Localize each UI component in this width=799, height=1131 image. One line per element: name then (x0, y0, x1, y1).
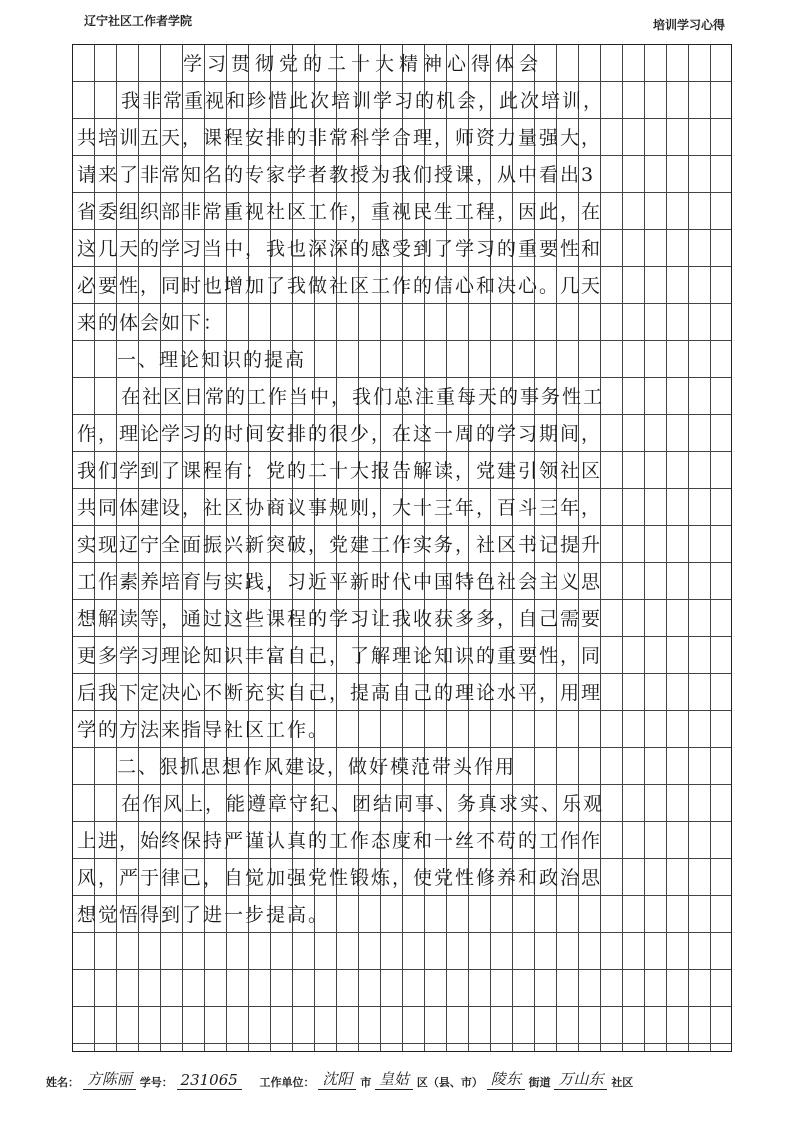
text-line: 后我下定决心不断充实自己，提高自己的理论水平，用理 (77, 682, 603, 704)
section-heading: 一、理论知识的提高 (117, 349, 307, 371)
document-type-header: 培训学习心得 (652, 18, 725, 32)
text-line: 上进，始终保持严谨认真的工作态度和一丝不苟的工作作 (77, 830, 603, 852)
institution-header: 辽宁社区工作者学院 (84, 14, 193, 28)
text-line: 我们学到了课程有：党的二十大报告解读，党建引领社区 (77, 460, 603, 482)
street-suffix: 街道 (528, 1076, 551, 1089)
manuscript-lines (73, 45, 731, 1051)
text-line: 想解读等，通过这些课程的学习让我收获多多，自己需要 (77, 608, 603, 630)
essay-title: 学习贯彻党的二十大精神心得体会 (183, 53, 544, 75)
district-suffix: 区（县、市） (416, 1076, 483, 1089)
text-line: 省委组织部非常重视社区工作，重视民生工程，因此，在 (77, 201, 603, 223)
text-line: 在社区日常的工作当中，我们总注重每天的事务性工 (121, 386, 605, 408)
text-line: 作，理论学习的时间安排的很少，在这一周的学习期间， (77, 423, 603, 445)
text-line: 必要性，同时也增加了我做社区工作的信心和决心。几天 (77, 275, 603, 297)
name-value: 方陈丽 (83, 1068, 136, 1090)
manuscript-grid-sheet (72, 44, 732, 1052)
text-line: 更多学习理论知识丰富自己，了解理论知识的重要性，同 (77, 645, 603, 667)
student-id-label: 学号： (139, 1076, 173, 1089)
text-line: 共同体建设，社区协商议事规则，大十三年，百斗三年， (77, 497, 603, 519)
text-line: 风，严于律己，自觉加强党性锻炼，使党性修养和政治思 (77, 867, 603, 889)
district-value: 皇姑 (375, 1068, 413, 1090)
text-line: 请来了非常知名的专家学者教授为我们授课，从中看出3 (77, 164, 596, 186)
student-id-value: 231065 (177, 1071, 242, 1090)
text-line: 工作素养培育与实践，习近平新时代中国特色社会主义思 (77, 571, 603, 593)
name-label: 姓名： (46, 1076, 79, 1089)
city-value: 沈阳 (318, 1068, 356, 1090)
work-unit-label: 工作单位： (259, 1076, 315, 1089)
text-line: 想觉悟得到了进一步提高。 (77, 904, 330, 926)
street-value: 陵东 (487, 1068, 525, 1090)
footer-signature-row (46, 1068, 746, 1090)
section-heading: 二、狠抓思想作风建设，做好模范带头作用 (117, 756, 517, 778)
text-line: 这几天的学习当中，我也深深的感受到了学习的重要性和 (77, 238, 603, 260)
text-line: 实现辽宁全面振兴新突破，党建工作实务，社区书记提升 (77, 534, 603, 556)
community-suffix: 社区 (611, 1076, 634, 1089)
text-line: 来的体会如下： (77, 312, 225, 334)
text-line: 共培训五天，课程安排的非常科学合理，师资力量强大， (77, 127, 603, 149)
community-value: 万山东 (554, 1068, 607, 1090)
text-line: 我非常重视和珍惜此次培训学习的机会，此次培训， (121, 90, 605, 112)
text-line: 在作风上，能遵章守纪、团结同事、务真求实、乐观 (121, 793, 605, 815)
text-line: 学的方法来指导社区工作。 (77, 719, 330, 741)
city-suffix: 市 (360, 1076, 372, 1089)
